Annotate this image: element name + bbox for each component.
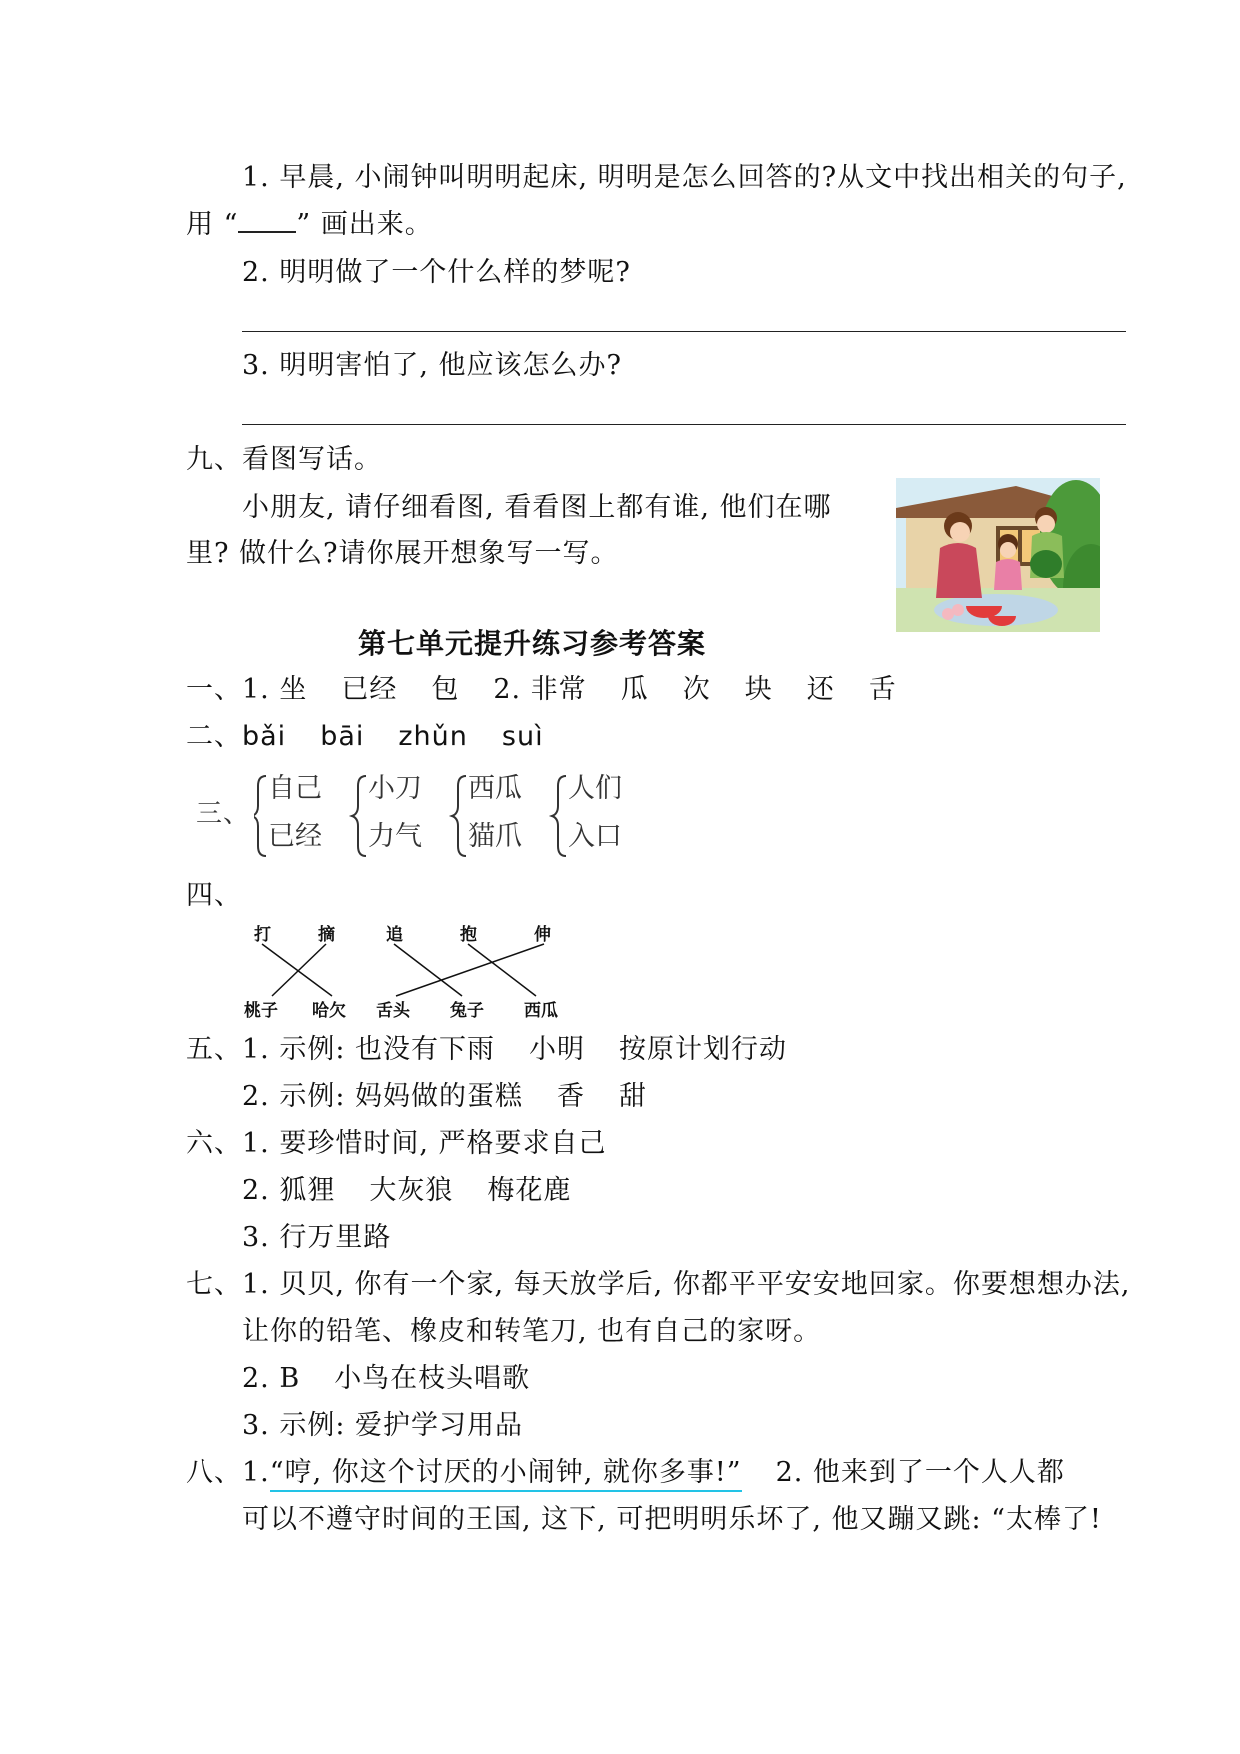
answer-5-label: 五、 bbox=[186, 1034, 242, 1065]
answer-5-part: 1. 示例: 也没有下雨 bbox=[242, 1034, 496, 1065]
answer-3-word: 入口 bbox=[568, 821, 622, 852]
answer-1-item: 2. 非常 bbox=[493, 674, 587, 705]
question-1-line-1: 1. 早晨, 小闹钟叫明明起床, 明明是怎么回答的?从文中找出相关的句子, bbox=[242, 162, 1127, 193]
answer-line-3 bbox=[242, 424, 1126, 425]
answer-4-label: 四、 bbox=[186, 880, 242, 911]
question-2: 2. 明明做了一个什么样的梦呢? bbox=[242, 257, 631, 288]
answer-6-part: 梅花鹿 bbox=[487, 1175, 572, 1206]
answer-2-label: 二、 bbox=[186, 721, 242, 752]
answer-2-pinyin: bǎi bbox=[242, 721, 287, 752]
answer-1-item: 包 bbox=[431, 674, 460, 705]
answer-8-number: 1. bbox=[242, 1457, 270, 1488]
question-1-prefix: 用 “ bbox=[186, 209, 239, 240]
answer-6-part: 1. 要珍惜时间, 严格要求自己 bbox=[242, 1128, 607, 1159]
answer-1-item: 瓜 bbox=[620, 674, 649, 705]
answer-5-part: 小明 bbox=[529, 1034, 586, 1065]
answer-7-part: 2. B bbox=[242, 1363, 301, 1394]
answer-8-line-1 bbox=[186, 1455, 1065, 1491]
answer-6-line-3: 3. 行万里路 bbox=[242, 1222, 392, 1253]
answer-8-part: 2. 他来到了一个人人都 bbox=[775, 1457, 1065, 1488]
answer-1-label: 一、 bbox=[186, 674, 242, 705]
answer-7-line-1 bbox=[186, 1267, 1130, 1303]
answer-2-pinyin: bāi bbox=[320, 721, 365, 752]
match-bottom-word: 西瓜 bbox=[524, 1001, 558, 1021]
answer-7-part: 小鸟在枝头唱歌 bbox=[334, 1363, 531, 1394]
answer-3-word: 小刀 bbox=[368, 773, 422, 804]
answer-6-line-1 bbox=[186, 1126, 607, 1162]
underline-sample bbox=[238, 209, 296, 233]
match-top-word: 抱 bbox=[460, 925, 477, 945]
question-3: 3. 明明害怕了, 他应该怎么办? bbox=[242, 350, 622, 381]
answers-title: 第七单元提升练习参考答案 bbox=[358, 627, 707, 660]
answer-1-item: 块 bbox=[744, 674, 773, 705]
answer-2 bbox=[186, 719, 544, 755]
answer-5-line-1 bbox=[186, 1032, 787, 1068]
answer-8-line-2: 可以不遵守时间的王国, 这下, 可把明明乐坏了, 他又蹦又跳: “太棒了! bbox=[242, 1504, 1102, 1535]
answer-1-item: 已经 bbox=[341, 674, 398, 705]
answer-2-pinyin: zhǔn bbox=[398, 721, 468, 752]
family-watermelon-illustration bbox=[896, 478, 1100, 632]
answer-6-label: 六、 bbox=[186, 1128, 242, 1159]
answer-7-line-2: 让你的铅笔、橡皮和转笔刀, 也有自己的家呀。 bbox=[242, 1316, 822, 1347]
answer-3-word: 自己 bbox=[268, 773, 322, 804]
answer-6-line-2 bbox=[242, 1173, 571, 1209]
answer-3-word: 力气 bbox=[368, 821, 422, 852]
answer-6-part: 大灰狼 bbox=[369, 1175, 454, 1206]
question-1-suffix: ” 画出来。 bbox=[296, 209, 433, 240]
answer-1-item: 1. 坐 bbox=[242, 674, 308, 705]
answer-1-item: 还 bbox=[806, 674, 835, 705]
question-9-line-1: 小朋友, 请仔细看图, 看看图上都有谁, 他们在哪 bbox=[242, 492, 832, 523]
match-bottom-word: 兔子 bbox=[450, 1001, 484, 1021]
answer-5-part: 按原计划行动 bbox=[619, 1034, 788, 1065]
answer-5-part: 香 bbox=[557, 1081, 586, 1112]
match-bottom-word: 桃子 bbox=[244, 1001, 278, 1021]
match-top-word: 追 bbox=[386, 925, 403, 945]
answer-3-word: 西瓜 bbox=[468, 773, 522, 804]
answer-7-part: 1. 贝贝, 你有一个家, 每天放学后, 你都平平安安地回家。你要想想办法, bbox=[242, 1269, 1131, 1300]
answer-8-quote: “哼, 你这个讨厌的小闹钟, 就你多事!” bbox=[270, 1457, 742, 1492]
answer-4-matching bbox=[244, 920, 584, 1021]
answer-line-2 bbox=[242, 331, 1126, 332]
answer-1 bbox=[186, 672, 897, 708]
answer-3-word: 已经 bbox=[268, 821, 322, 852]
answer-3-word: 猫爪 bbox=[468, 821, 522, 852]
answer-8-label: 八、 bbox=[186, 1457, 242, 1488]
match-top-word: 摘 bbox=[318, 925, 335, 945]
question-1-line-2 bbox=[186, 207, 433, 243]
question-9-line-2: 里? 做什么?请你展开想象写一写。 bbox=[186, 538, 619, 569]
answer-5-line-2 bbox=[242, 1079, 647, 1115]
match-bottom-word: 舌头 bbox=[376, 1001, 410, 1021]
answer-5-part: 甜 bbox=[619, 1081, 648, 1112]
answer-3-word: 人们 bbox=[568, 773, 622, 804]
answer-7-line-4: 3. 示例: 爱护学习用品 bbox=[242, 1410, 524, 1441]
question-9-title: 九、看图写话。 bbox=[186, 444, 382, 475]
answer-6-part: 2. 狐狸 bbox=[242, 1175, 336, 1206]
answer-3-groups bbox=[254, 770, 634, 862]
answer-1-item: 舌 bbox=[868, 674, 897, 705]
answer-5-part: 2. 示例: 妈妈做的蛋糕 bbox=[242, 1081, 524, 1112]
answer-3-label: 三、 bbox=[196, 799, 251, 829]
match-top-word: 伸 bbox=[534, 925, 551, 945]
match-bottom-word: 哈欠 bbox=[312, 1001, 346, 1021]
answer-1-item: 次 bbox=[682, 674, 711, 705]
answer-2-pinyin: suì bbox=[501, 721, 544, 752]
answer-7-line-3 bbox=[242, 1361, 530, 1397]
match-top-word: 打 bbox=[254, 925, 271, 945]
answer-7-label: 七、 bbox=[186, 1269, 242, 1300]
